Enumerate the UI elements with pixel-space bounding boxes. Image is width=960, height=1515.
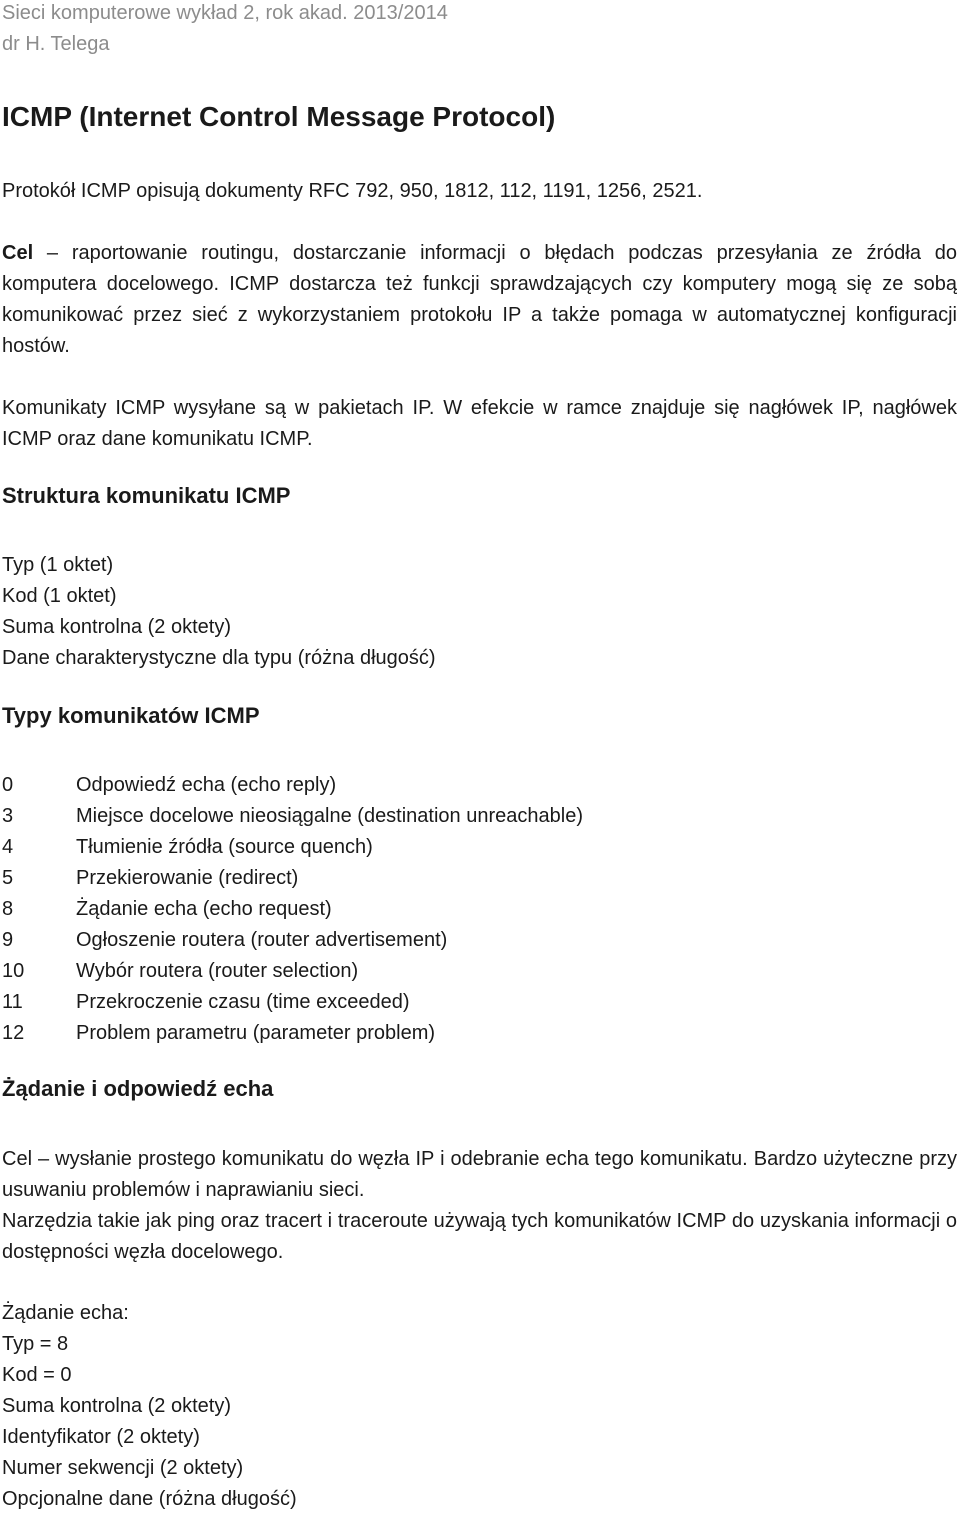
structure-field: Suma kontrolna (2 oktety) <box>2 616 231 638</box>
echo-request-field: Opcjonalne dane (różna długość) <box>2 1488 297 1510</box>
type-row <box>2 770 336 801</box>
type-row <box>2 1018 435 1049</box>
type-row <box>2 801 583 832</box>
structure-field: Kod (1 oktet) <box>2 585 117 607</box>
header-course: Sieci komputerowe wykład 2, rok akad. 2013/2014 <box>2 2 448 24</box>
type-code: 12 <box>2 1022 25 1044</box>
type-code: 4 <box>2 836 14 858</box>
purpose-paragraph <box>2 238 957 362</box>
type-name: Tłumienie źródła (source quench) <box>76 836 373 858</box>
page-title: ICMP (Internet Control Message Protocol) <box>2 101 556 132</box>
purpose-text: – raportowanie routingu, dostarczanie informacji o błędach podczas przesyłania ze źródła do komputera docelowego. ICMP dostarcza też funkcji sprawdzających czy komputery mogą się ze sobą komunikować przez sieć z wykorzystaniem protokołu IP a także pomaga w automatycznej konfiguracji hostów. <box>2 242 957 357</box>
echo-tools-paragraph: Narzędzia takie jak ping oraz tracert i traceroute używają tych komunikatów ICMP do uzyskania informacji o dostępności węzła docelowego. <box>2 1210 957 1263</box>
type-row <box>2 832 373 863</box>
type-code: 8 <box>2 898 14 920</box>
type-code: 11 <box>2 991 23 1013</box>
type-name: Miejsce docelowe nieosiągalne (destination unreachable) <box>76 805 583 827</box>
type-row <box>2 863 298 894</box>
structure-heading: Struktura komunikatu ICMP <box>2 483 291 508</box>
type-code: 9 <box>2 929 14 951</box>
echo-request-field: Kod = 0 <box>2 1364 72 1386</box>
types-heading: Typy komunikatów ICMP <box>2 703 260 728</box>
echo-request-field: Identyfikator (2 oktety) <box>2 1426 200 1448</box>
packets-paragraph: Komunikaty ICMP wysyłane są w pakietach IP. W efekcie w ramce znajduje się nagłówek IP, nagłówek ICMP oraz dane komunikatu ICMP. <box>2 397 957 450</box>
type-code: 0 <box>2 774 14 796</box>
type-name: Przekierowanie (redirect) <box>76 867 299 889</box>
type-code: 3 <box>2 805 14 827</box>
type-name: Żądanie echa (echo request) <box>76 898 332 920</box>
purpose-label: Cel <box>2 242 34 264</box>
type-name: Problem parametru (parameter problem) <box>76 1022 436 1044</box>
type-name: Ogłoszenie routera (router advertisement) <box>76 929 448 951</box>
type-name: Przekroczenie czasu (time exceeded) <box>76 991 410 1013</box>
type-name: Wybór routera (router selection) <box>76 960 359 982</box>
type-row <box>2 925 447 956</box>
type-code: 10 <box>2 960 25 982</box>
type-code: 5 <box>2 867 14 889</box>
intro-paragraph: Protokół ICMP opisują dokumenty RFC 792, 950, 1812, 112, 1191, 1256, 2521. <box>2 180 703 202</box>
echo-request-field: Suma kontrolna (2 oktety) <box>2 1395 231 1417</box>
structure-field: Typ (1 oktet) <box>2 554 114 576</box>
echo-request-field: Numer sekwencji (2 oktety) <box>2 1457 244 1479</box>
type-row <box>2 894 332 925</box>
echo-purpose-paragraph: Cel – wysłanie prostego komunikatu do węzła IP i odebranie echa tego komunikatu. Bardzo użyteczne przy usuwaniu problemów i naprawianiu sieci. <box>2 1148 957 1201</box>
echo-request-field: Typ = 8 <box>2 1333 69 1355</box>
header-author: dr H. Telega <box>2 33 110 55</box>
type-name: Odpowiedź echa (echo reply) <box>76 774 337 796</box>
type-row <box>2 956 358 987</box>
structure-field: Dane charakterystyczne dla typu (różna długość) <box>2 647 436 669</box>
echo-heading: Żądanie i odpowiedź echa <box>2 1076 274 1101</box>
type-row <box>2 987 409 1018</box>
echo-request-label: Żądanie echa: <box>2 1302 129 1324</box>
